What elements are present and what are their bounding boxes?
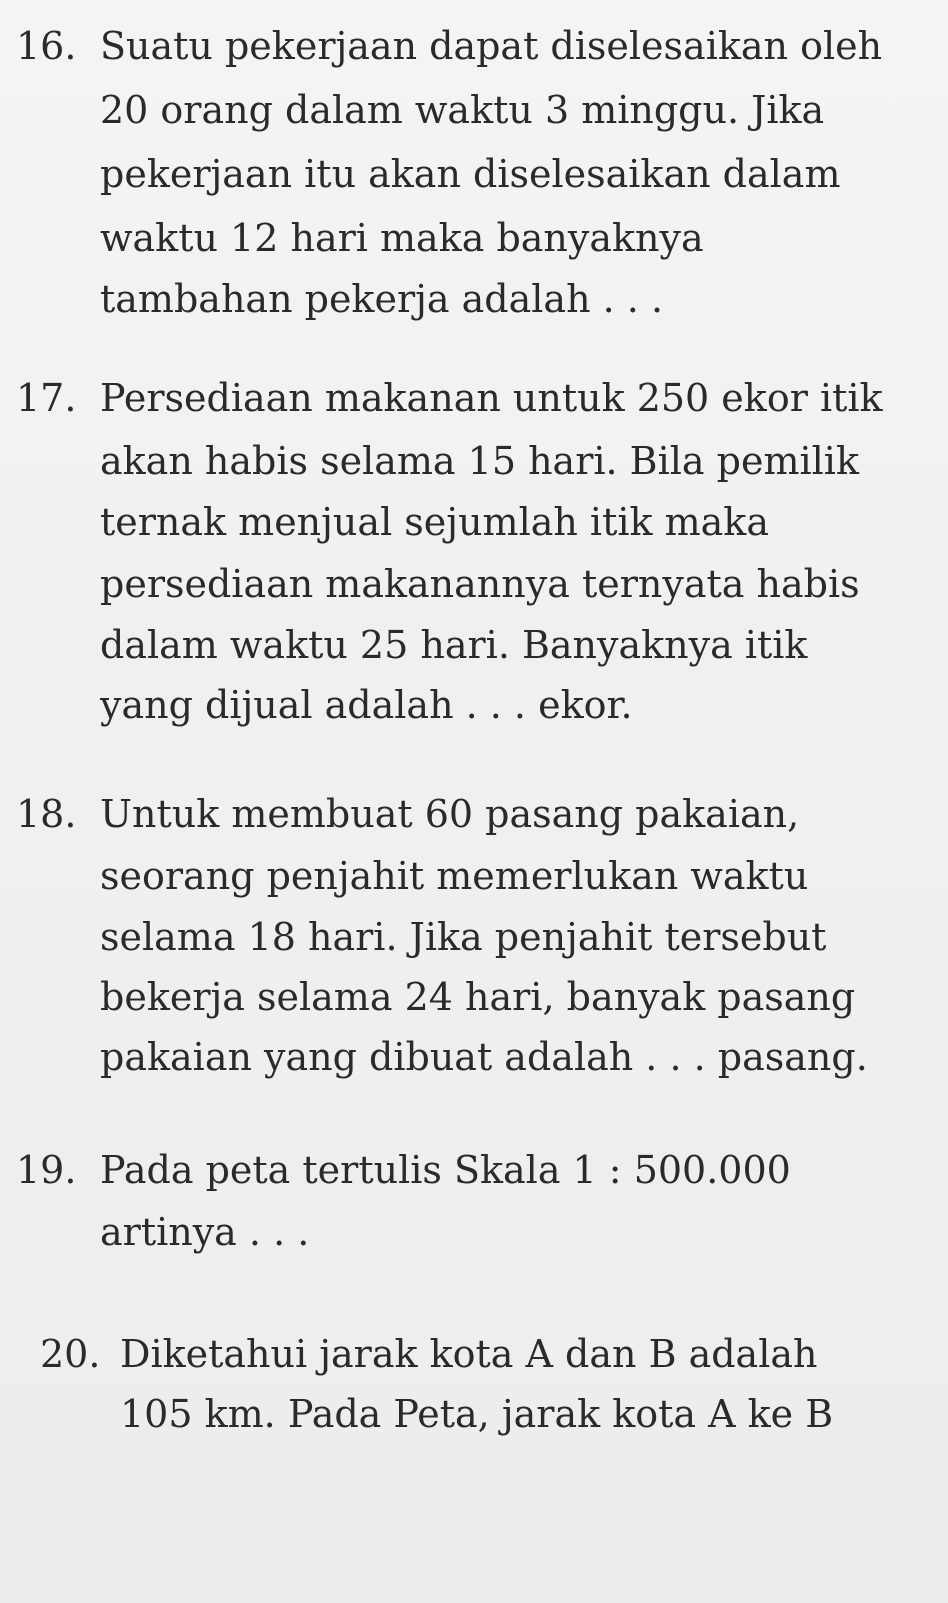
- question-number: 18.: [16, 792, 77, 836]
- question-line: Suatu pekerjaan dapat diselesaikan oleh: [100, 24, 883, 68]
- question-line: Persediaan makanan untuk 250 ekor itik: [100, 376, 883, 420]
- question-line: Pada peta tertulis Skala 1 : 500.000: [100, 1148, 791, 1192]
- question-line: persediaan makanannya ternyata habis: [100, 562, 860, 606]
- question-number: 16.: [16, 24, 77, 68]
- question-line: seorang penjahit memerlukan waktu: [100, 854, 809, 898]
- question-line: waktu 12 hari maka banyaknya: [100, 216, 704, 260]
- question-number: 19.: [16, 1148, 77, 1192]
- question-line: yang dijual adalah . . . ekor.: [100, 683, 633, 727]
- question-line: artinya . . .: [100, 1210, 310, 1254]
- question-number: 17.: [16, 376, 77, 420]
- question-line: selama 18 hari. Jika penjahit tersebut: [100, 915, 827, 959]
- question-line: pakaian yang dibuat adalah . . . pasang.: [100, 1035, 868, 1079]
- question-line: akan habis selama 15 hari. Bila pemilik: [100, 439, 859, 483]
- question-line: tambahan pekerja adalah . . .: [100, 277, 664, 321]
- question-line: Untuk membuat 60 pasang pakaian,: [100, 792, 800, 836]
- question-line: dalam waktu 25 hari. Banyaknya itik: [100, 623, 808, 667]
- question-line: bekerja selama 24 hari, banyak pasang: [100, 975, 856, 1019]
- question-line: 20 orang dalam waktu 3 minggu. Jika: [100, 88, 825, 132]
- question-line: Diketahui jarak kota A dan B adalah: [120, 1332, 818, 1376]
- question-line: 105 km. Pada Peta, jarak kota A ke B: [120, 1392, 834, 1436]
- question-number: 20.: [40, 1332, 101, 1376]
- question-line: ternak menjual sejumlah itik maka: [100, 500, 769, 544]
- question-line: pekerjaan itu akan diselesaikan dalam: [100, 152, 841, 196]
